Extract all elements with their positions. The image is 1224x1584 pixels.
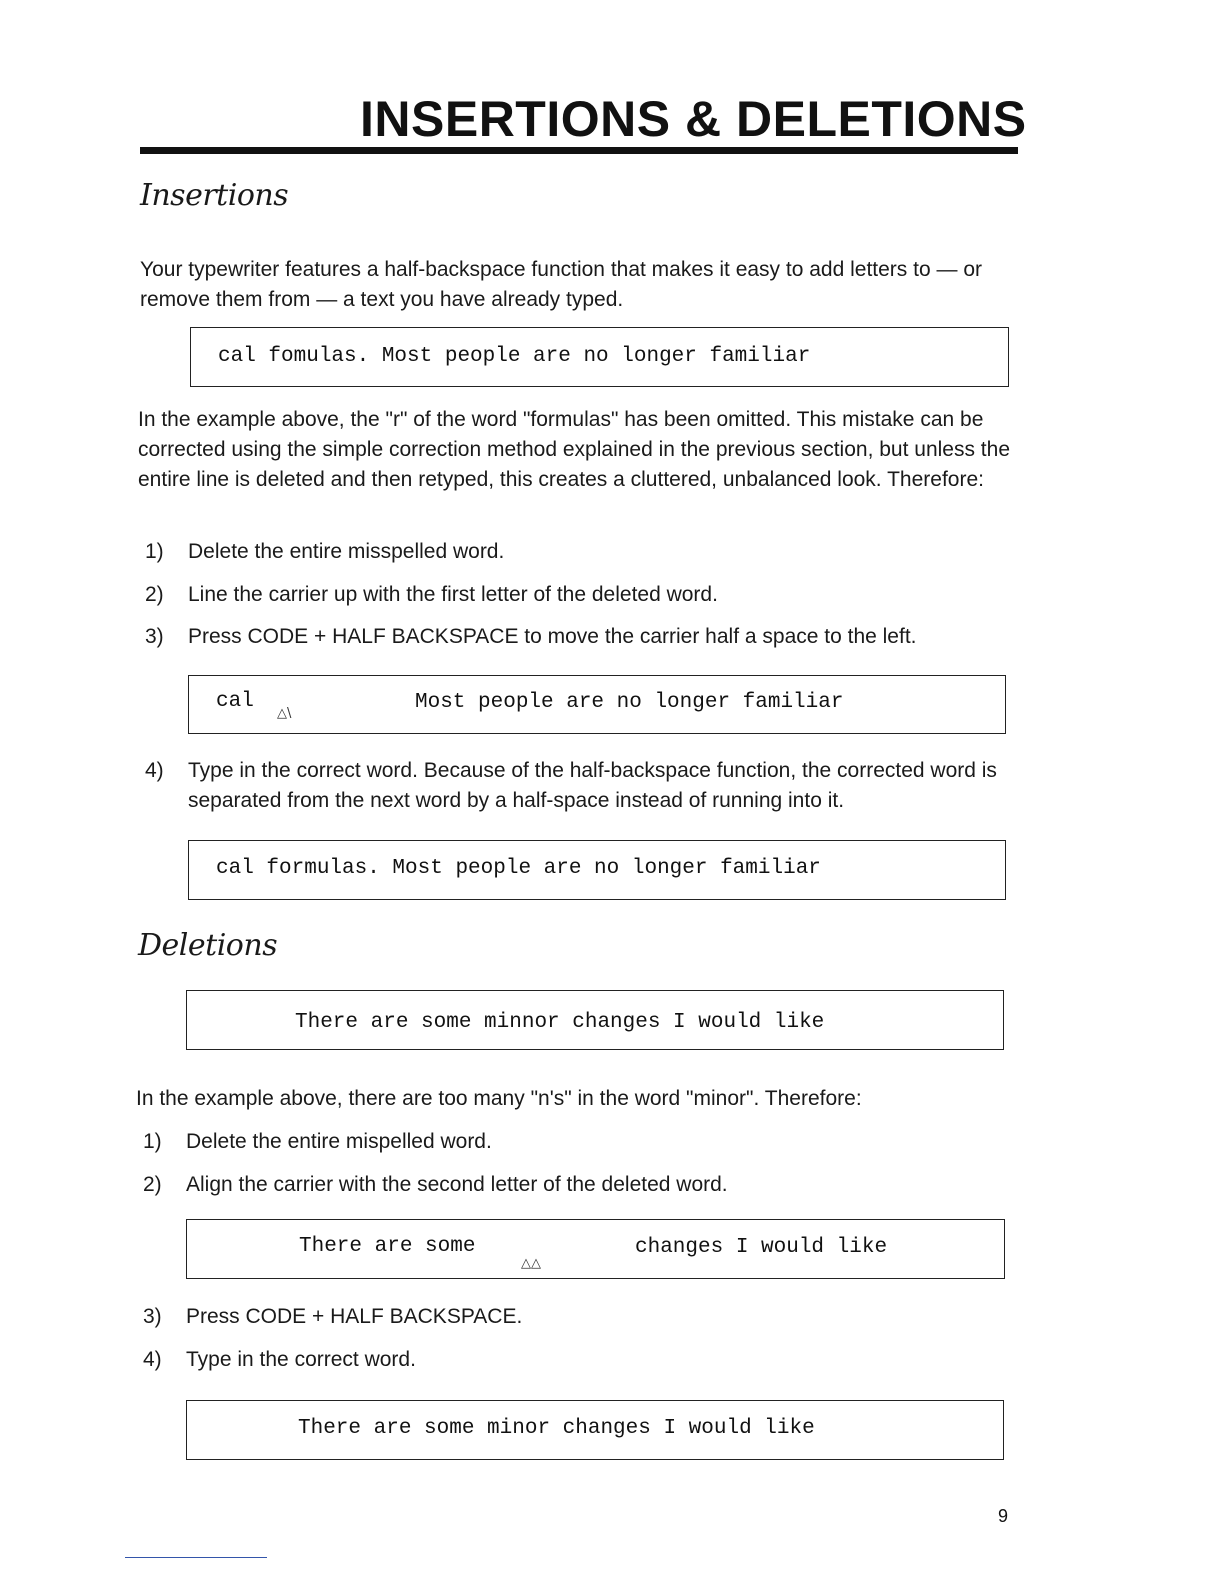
step-text: Line the carrier up with the first letter of the deleted word.	[188, 583, 718, 606]
step-text: Press CODE + HALF BACKSPACE to move the carrier half a space to the left.	[188, 625, 917, 648]
step-text: Press CODE + HALF BACKSPACE.	[186, 1305, 523, 1328]
example-box-corrected	[188, 840, 1006, 900]
deletions-heading: Deletions	[138, 928, 278, 963]
deletion-box-wrong	[186, 990, 1004, 1050]
step-text: Delete the entire misspelled word.	[188, 540, 505, 563]
step-text: Delete the entire mispelled word.	[186, 1130, 492, 1153]
example-box-wrong	[190, 327, 1009, 387]
deletion-text-left: There are some	[299, 1235, 476, 1258]
deletion-text-corrected: There are some minor changes I would like	[298, 1417, 815, 1440]
step-number: 4)	[143, 1348, 162, 1371]
deletion-text-wrong: There are some minnor changes I would like	[295, 1011, 825, 1034]
deletions-explanation: In the example above, there are too many "n's" in the word "minor". Therefore:	[136, 1087, 862, 1110]
insertions-heading: Insertions	[140, 178, 289, 213]
title-rule	[140, 147, 1018, 154]
example-text-corrected: cal formulas. Most people are no longer familiar	[216, 857, 821, 880]
step-text: Type in the correct word.	[186, 1348, 416, 1371]
step-number: 4)	[145, 759, 164, 782]
insertions-explanation: In the example above, the "r" of the word "formulas" has been omitted. This mistake can be corrected using the simple correction method explained in the previous section, but unless the entire line is deleted and then retyped, this creates a cluttered, unbalanced look. Therefore:	[138, 408, 1010, 491]
deletion-box-deleted	[186, 1219, 1005, 1279]
deletion-text-right: changes I would like	[635, 1236, 888, 1259]
step-number: 3)	[143, 1305, 162, 1328]
page-title: INSERTIONS & DELETIONS	[360, 91, 1027, 147]
insertions-intro: Your typewriter features a half-backspace function that makes it easy to add letters to — or remove them from — a text you have already typed.	[140, 258, 982, 311]
example-text-left: cal	[216, 690, 254, 713]
page-number: 9	[998, 1506, 1009, 1526]
step-number: 1)	[143, 1130, 162, 1153]
half-space-marker-icon: △△	[521, 1256, 541, 1271]
step-text: Type in the correct word. Because of the half-backspace function, the corrected word is separated from the next word by a half-space instead of running into it.	[188, 759, 997, 812]
step-number: 2)	[145, 583, 164, 606]
deletion-box-corrected	[186, 1400, 1004, 1460]
step-number: 3)	[145, 625, 164, 648]
example-box-deleted	[188, 675, 1006, 734]
half-space-marker-icon: △\	[277, 706, 292, 721]
step-text: Align the carrier with the second letter of the deleted word.	[186, 1173, 728, 1196]
step-number: 1)	[145, 540, 164, 563]
example-text-wrong: cal fomulas. Most people are no longer familiar	[218, 345, 811, 368]
footer-rule	[125, 1557, 267, 1558]
step-number: 2)	[143, 1173, 162, 1196]
example-text-right: Most people are no longer familiar	[415, 691, 844, 714]
